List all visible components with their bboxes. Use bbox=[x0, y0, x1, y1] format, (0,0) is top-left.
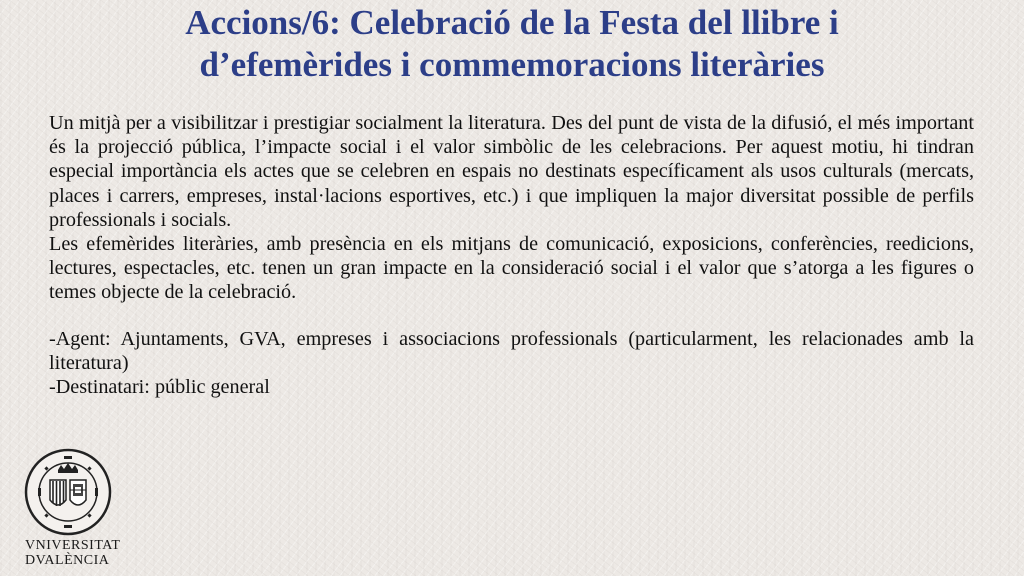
slide-content bbox=[49, 111, 974, 399]
paragraph-purpose: Un mitjà per a visibilitzar i prestigiar socialment la literatura. Des del punt de vista de la difusió, el més important és la projecció pública, l’impacte social i el valor simbòlic de les celebracions. Per aquest motiu, hi tindran especial importància els actes que se celebren en espais no destinats específicament als usos culturals (mercats, places i carrers, empreses, instal·lacions esportives, etc.) i que impliquen la major diversitat possible de perfils professionals i socials. bbox=[49, 112, 974, 231]
wordmark-line-2: DVALÈNCIA bbox=[25, 553, 110, 568]
title-line-1: Accions/6: Celebració de la Festa del llibre i bbox=[185, 3, 839, 42]
paragraph-ephemerides: Les efemèrides literàries, amb presència en els mitjans de comunicació, exposicions, conferències, reedicions, lectures, espectacles, etc. tenen un gran impacte en la consideració social i el valor que s’atorga a les figures o temes objecte de la celebració. bbox=[49, 233, 974, 304]
university-seal-icon bbox=[24, 448, 112, 536]
title-line-2: d’efemèrides i commemoracions literàries bbox=[199, 45, 825, 84]
recipients-line: -Destinatari: públic general bbox=[49, 376, 270, 399]
university-logo bbox=[24, 448, 121, 570]
agent-line: -Agent: Ajuntaments, GVA, empreses i associacions professionals (particularment, les relacionades amb la literatura) bbox=[49, 327, 974, 374]
university-wordmark bbox=[24, 538, 121, 568]
slide-title bbox=[0, 2, 1024, 86]
wordmark-line-1: VNIVERSITAT bbox=[25, 538, 121, 553]
